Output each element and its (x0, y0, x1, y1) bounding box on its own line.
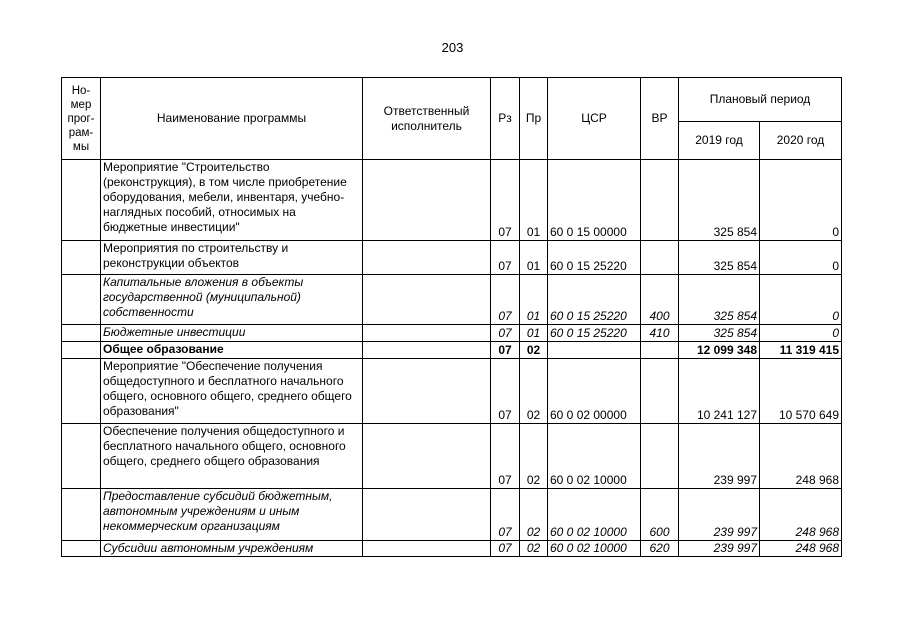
cell-executor (363, 489, 491, 541)
cell-program-number (62, 325, 101, 342)
cell-pr: 02 (520, 541, 548, 557)
table-row (62, 359, 842, 424)
cell-executor (363, 359, 491, 424)
cell-rz: 07 (491, 160, 520, 241)
cell-csr: 60 0 15 25220 (548, 325, 641, 342)
cell-2020: 11 319 415 (760, 342, 842, 359)
cell-2020: 0 (760, 275, 842, 325)
cell-2019: 239 997 (679, 541, 760, 557)
cell-vr (641, 241, 679, 275)
table-row (62, 489, 842, 541)
cell-rz: 07 (491, 489, 520, 541)
header-program-name: Наименование программы (101, 78, 363, 160)
header-year-2019: 2019 год (679, 122, 760, 160)
cell-pr: 01 (520, 241, 548, 275)
cell-pr: 02 (520, 489, 548, 541)
cell-vr (641, 342, 679, 359)
cell-program-number (62, 342, 101, 359)
budget-table (61, 77, 842, 557)
cell-csr: 60 0 15 00000 (548, 160, 641, 241)
cell-2020: 248 968 (760, 541, 842, 557)
cell-program-number (62, 275, 101, 325)
cell-executor (363, 424, 491, 489)
page-number: 203 (441, 40, 464, 55)
cell-rz: 07 (491, 275, 520, 325)
table-row (62, 541, 842, 557)
cell-vr (641, 359, 679, 424)
table-row (62, 342, 842, 359)
cell-rz: 07 (491, 359, 520, 424)
cell-executor (363, 342, 491, 359)
cell-program-name: Субсидии автономным учреждениям (101, 541, 363, 557)
cell-2019: 10 241 127 (679, 359, 760, 424)
cell-program-name: Бюджетные инвестиции (101, 325, 363, 342)
cell-program-name: Мероприятие "Обеспечение получения общедоступного и бесплатного начального общего, основного общего, среднего общего образования" (101, 359, 363, 424)
cell-vr: 600 (641, 489, 679, 541)
cell-2020: 10 570 649 (760, 359, 842, 424)
cell-program-name: Предоставление субсидий бюджетным, автономным учреждениям и иным некоммерческим организациям (101, 489, 363, 541)
cell-csr: 60 0 15 25220 (548, 275, 641, 325)
cell-2019: 325 854 (679, 275, 760, 325)
header-year-2020: 2020 год (760, 122, 842, 160)
cell-2019: 12 099 348 (679, 342, 760, 359)
cell-executor (363, 275, 491, 325)
cell-program-number (62, 241, 101, 275)
cell-program-name: Мероприятие "Строительство (реконструкция), в том числе приобретение оборудования, мебели, инвентаря, учебно-наглядных пособий, относимых на бюджетные инвестиции" (101, 160, 363, 241)
cell-rz: 07 (491, 424, 520, 489)
cell-executor (363, 325, 491, 342)
cell-program-number (62, 489, 101, 541)
table-body (62, 160, 842, 557)
cell-program-name: Мероприятия по строительству и реконструкции объектов (101, 241, 363, 275)
cell-2019: 239 997 (679, 489, 760, 541)
header-pr: Пр (520, 78, 548, 160)
table-row (62, 241, 842, 275)
cell-pr: 02 (520, 359, 548, 424)
cell-2019: 325 854 (679, 160, 760, 241)
cell-rz: 07 (491, 342, 520, 359)
header-csr: ЦСР (548, 78, 641, 160)
cell-vr: 410 (641, 325, 679, 342)
cell-rz: 07 (491, 241, 520, 275)
header-program-number: Но- мер прог- рам- мы (62, 78, 101, 160)
cell-csr (548, 342, 641, 359)
cell-csr: 60 0 02 10000 (548, 489, 641, 541)
cell-pr: 02 (520, 424, 548, 489)
cell-rz: 07 (491, 541, 520, 557)
cell-csr: 60 0 15 25220 (548, 241, 641, 275)
cell-vr: 620 (641, 541, 679, 557)
cell-rz: 07 (491, 325, 520, 342)
table-row (62, 160, 842, 241)
table-row (62, 325, 842, 342)
cell-pr: 01 (520, 325, 548, 342)
cell-program-number (62, 541, 101, 557)
cell-csr: 60 0 02 10000 (548, 541, 641, 557)
cell-program-name: Общее образование (101, 342, 363, 359)
header-executor: Ответственный исполнитель (363, 78, 491, 160)
cell-vr: 400 (641, 275, 679, 325)
cell-csr: 60 0 02 10000 (548, 424, 641, 489)
table-row (62, 275, 842, 325)
cell-executor (363, 160, 491, 241)
cell-program-number (62, 160, 101, 241)
cell-executor (363, 541, 491, 557)
cell-2020: 248 968 (760, 424, 842, 489)
cell-2020: 0 (760, 160, 842, 241)
cell-2019: 325 854 (679, 325, 760, 342)
cell-2020: 0 (760, 325, 842, 342)
cell-pr: 01 (520, 160, 548, 241)
header-vr: ВР (641, 78, 679, 160)
cell-2019: 325 854 (679, 241, 760, 275)
cell-csr: 60 0 02 00000 (548, 359, 641, 424)
cell-2020: 0 (760, 241, 842, 275)
cell-program-name: Капитальные вложения в объекты государственной (муниципальной) собственности (101, 275, 363, 325)
cell-2019: 239 997 (679, 424, 760, 489)
header-rz: Рз (491, 78, 520, 160)
cell-pr: 01 (520, 275, 548, 325)
cell-program-name: Обеспечение получения общедоступного и бесплатного начального общего, основного общего, среднего общего образования (101, 424, 363, 489)
cell-program-number (62, 424, 101, 489)
cell-executor (363, 241, 491, 275)
cell-2020: 248 968 (760, 489, 842, 541)
cell-vr (641, 160, 679, 241)
table-row (62, 424, 842, 489)
header-planned-period: Плановый период (679, 78, 842, 122)
cell-program-number (62, 359, 101, 424)
cell-vr (641, 424, 679, 489)
cell-pr: 02 (520, 342, 548, 359)
